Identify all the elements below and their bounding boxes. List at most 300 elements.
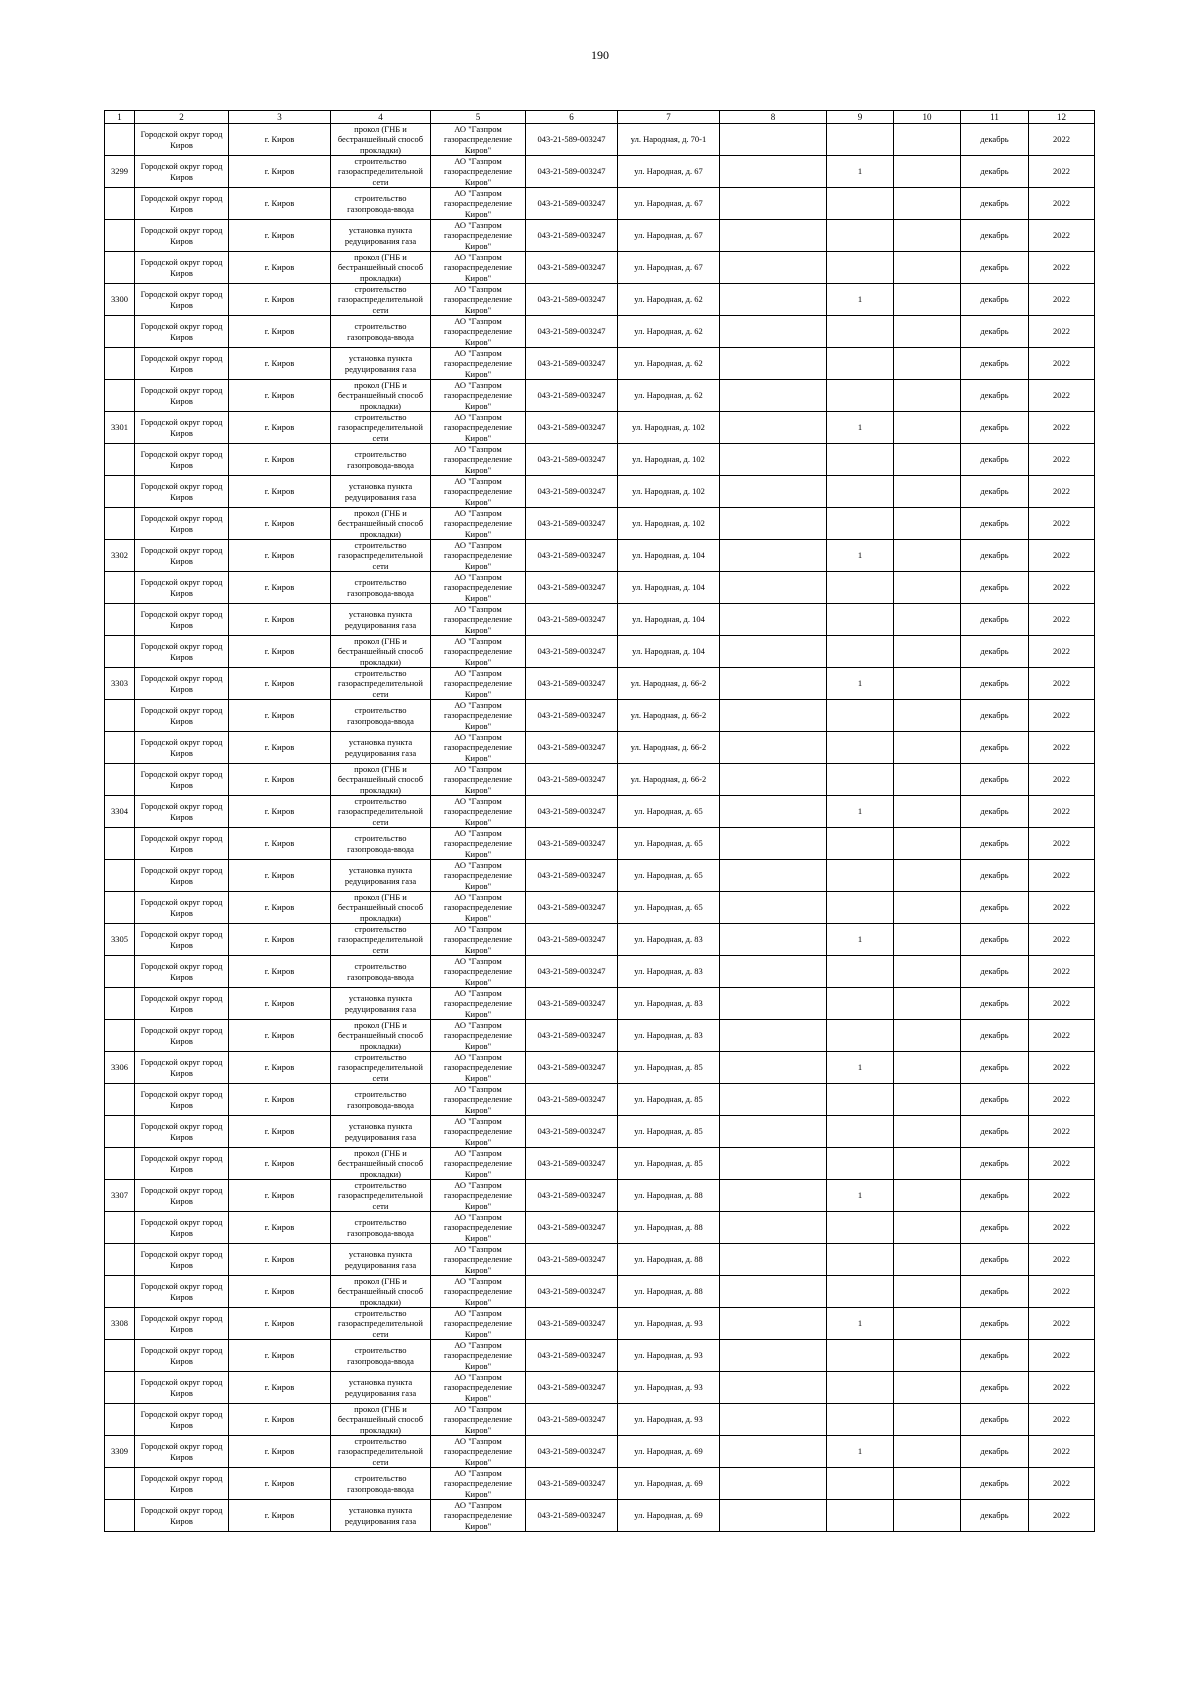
- month-cell-text: декабрь: [980, 1030, 1009, 1041]
- row-number-cell: [105, 1276, 135, 1308]
- row-number-cell: [105, 1052, 135, 1084]
- district-cell-text: Городской округ город Киров: [140, 449, 223, 470]
- quantity-cell: [827, 1308, 894, 1340]
- column-10-cell: [894, 284, 961, 316]
- locality-cell: [229, 764, 331, 796]
- registry-code-cell: [526, 572, 618, 604]
- district-cell-text: Городской округ город Киров: [140, 1185, 223, 1206]
- work-type-cell: [331, 508, 431, 540]
- work-type-cell-text: прокол (ГНБ и бестраншейный способ прокладки): [337, 1020, 424, 1051]
- quantity-cell-text: 1: [857, 806, 863, 817]
- district-cell: [135, 892, 229, 924]
- quantity-cell: [827, 316, 894, 348]
- year-cell-text: 2022: [1053, 262, 1070, 273]
- address-cell: [618, 668, 720, 700]
- column-10-cell: [894, 1212, 961, 1244]
- address-cell-text: ул. Народная, д. 65: [634, 806, 703, 817]
- address-cell: [618, 1372, 720, 1404]
- address-cell: [618, 1500, 720, 1532]
- district-cell-text: Городской округ город Киров: [140, 225, 223, 246]
- column-10-cell: [894, 828, 961, 860]
- month-cell-text: декабрь: [980, 966, 1009, 977]
- district-cell: [135, 764, 229, 796]
- work-type-cell-text: установка пункта редуцирования газа: [344, 225, 417, 246]
- district-cell: [135, 988, 229, 1020]
- column-8-cell: [720, 316, 827, 348]
- organization-cell-text: АО "Газпром газораспределение Киров": [443, 572, 513, 603]
- column-8-cell: [720, 700, 827, 732]
- column-8-cell: [720, 924, 827, 956]
- address-cell: [618, 732, 720, 764]
- column-10-cell: [894, 1404, 961, 1436]
- row-number-cell: [105, 284, 135, 316]
- district-cell: [135, 1276, 229, 1308]
- year-cell: [1029, 988, 1095, 1020]
- registry-code-cell-text: 043-21-589-003247: [537, 902, 606, 913]
- address-cell-text: ул. Народная, д. 85: [634, 1094, 703, 1105]
- district-cell-text: Городской округ город Киров: [140, 929, 223, 950]
- column-10-cell: [894, 668, 961, 700]
- month-cell-text: декабрь: [980, 518, 1009, 529]
- work-type-cell: [331, 700, 431, 732]
- organization-cell-text: АО "Газпром газораспределение Киров": [443, 892, 513, 923]
- month-cell-text: декабрь: [980, 614, 1009, 625]
- locality-cell-text: г. Киров: [264, 1190, 295, 1201]
- organization-cell: [431, 892, 526, 924]
- work-type-cell-text: строительство газораспределительной сети: [338, 796, 423, 827]
- quantity-cell: [827, 1148, 894, 1180]
- organization-cell-text: АО "Газпром газораспределение Киров": [443, 636, 513, 667]
- organization-cell-text: АО "Газпром газораспределение Киров": [443, 1244, 513, 1275]
- registry-code-cell: [526, 732, 618, 764]
- column-header: 7: [618, 111, 720, 124]
- month-cell-text: декабрь: [980, 934, 1009, 945]
- work-type-cell-text: прокол (ГНБ и бестраншейный способ прокладки): [337, 1148, 424, 1179]
- column-10-cell: [894, 348, 961, 380]
- address-cell: [618, 348, 720, 380]
- year-cell-text: 2022: [1053, 998, 1070, 1009]
- address-cell-text: ул. Народная, д. 62: [634, 326, 703, 337]
- locality-cell-text: г. Киров: [264, 614, 295, 625]
- row-number-cell-text: 3303: [111, 678, 128, 689]
- organization-cell-text: АО "Газпром газораспределение Киров": [443, 828, 513, 859]
- district-cell: [135, 156, 229, 188]
- district-cell: [135, 1148, 229, 1180]
- year-cell: [1029, 444, 1095, 476]
- organization-cell-text: АО "Газпром газораспределение Киров": [443, 956, 513, 987]
- registry-code-cell: [526, 1340, 618, 1372]
- registry-code-cell-text: 043-21-589-003247: [537, 1478, 606, 1489]
- year-cell: [1029, 252, 1095, 284]
- district-cell: [135, 1308, 229, 1340]
- column-header: 12: [1029, 111, 1095, 124]
- row-number-cell: [105, 1180, 135, 1212]
- locality-cell: [229, 828, 331, 860]
- table-row: [105, 316, 1095, 348]
- locality-cell: [229, 348, 331, 380]
- district-cell-text: Городской округ город Киров: [140, 1505, 223, 1526]
- address-cell-text: ул. Народная, д. 67: [634, 262, 703, 273]
- locality-cell: [229, 316, 331, 348]
- month-cell: [961, 1116, 1029, 1148]
- locality-cell: [229, 1308, 331, 1340]
- organization-cell-text: АО "Газпром газораспределение Киров": [443, 1276, 513, 1307]
- address-cell-text: ул. Народная, д. 88: [634, 1286, 703, 1297]
- organization-cell: [431, 188, 526, 220]
- organization-cell-text: АО "Газпром газораспределение Киров": [443, 1148, 513, 1179]
- address-cell-text: ул. Народная, д. 85: [634, 1062, 703, 1073]
- district-cell-text: Городской округ город Киров: [140, 481, 223, 502]
- month-cell: [961, 156, 1029, 188]
- month-cell-text: декабрь: [980, 262, 1009, 273]
- column-8-cell: [720, 572, 827, 604]
- address-cell: [618, 284, 720, 316]
- year-cell: [1029, 572, 1095, 604]
- locality-cell-text: г. Киров: [264, 1318, 295, 1329]
- district-cell: [135, 700, 229, 732]
- district-cell: [135, 284, 229, 316]
- work-type-cell: [331, 860, 431, 892]
- district-cell: [135, 412, 229, 444]
- year-cell-text: 2022: [1053, 230, 1070, 241]
- locality-cell-text: г. Киров: [264, 1286, 295, 1297]
- table-row: [105, 124, 1095, 156]
- year-cell-text: 2022: [1053, 1382, 1070, 1393]
- registry-code-cell-text: 043-21-589-003247: [537, 678, 606, 689]
- column-10-cell: [894, 508, 961, 540]
- registry-code-cell-text: 043-21-589-003247: [537, 1286, 606, 1297]
- locality-cell-text: г. Киров: [264, 1094, 295, 1105]
- district-cell-text: Городской округ город Киров: [140, 1313, 223, 1334]
- district-cell-text: Городской округ город Киров: [140, 737, 223, 758]
- locality-cell-text: г. Киров: [264, 902, 295, 913]
- year-cell: [1029, 828, 1095, 860]
- quantity-cell: [827, 636, 894, 668]
- year-cell-text: 2022: [1053, 582, 1070, 593]
- address-cell: [618, 1404, 720, 1436]
- organization-cell-text: АО "Газпром газораспределение Киров": [443, 508, 513, 539]
- row-number-cell: [105, 1116, 135, 1148]
- table-row: [105, 1308, 1095, 1340]
- table-row: [105, 284, 1095, 316]
- address-cell: [618, 252, 720, 284]
- month-cell: [961, 412, 1029, 444]
- row-number-cell-text: 3302: [111, 550, 128, 561]
- month-cell-text: декабрь: [980, 1062, 1009, 1073]
- address-cell-text: ул. Народная, д. 69: [634, 1446, 703, 1457]
- locality-cell-text: г. Киров: [264, 262, 295, 273]
- month-cell-text: декабрь: [980, 486, 1009, 497]
- column-header: 4: [331, 111, 431, 124]
- table-row: [105, 348, 1095, 380]
- registry-code-cell-text: 043-21-589-003247: [537, 262, 606, 273]
- row-number-cell: [105, 412, 135, 444]
- work-type-cell-text: установка пункта редуцирования газа: [344, 1505, 417, 1526]
- organization-cell: [431, 316, 526, 348]
- quantity-cell: [827, 124, 894, 156]
- registry-code-cell-text: 043-21-589-003247: [537, 1318, 606, 1329]
- column-8-cell: [720, 1372, 827, 1404]
- table-row: [105, 1052, 1095, 1084]
- year-cell-text: 2022: [1053, 454, 1070, 465]
- registry-code-cell: [526, 988, 618, 1020]
- row-number-cell: [105, 636, 135, 668]
- locality-cell: [229, 1276, 331, 1308]
- registry-code-cell-text: 043-21-589-003247: [537, 1094, 606, 1105]
- district-cell: [135, 732, 229, 764]
- year-cell: [1029, 188, 1095, 220]
- month-cell: [961, 348, 1029, 380]
- row-number-cell: [105, 316, 135, 348]
- locality-cell-text: г. Киров: [264, 1478, 295, 1489]
- address-cell: [618, 220, 720, 252]
- locality-cell-text: г. Киров: [264, 294, 295, 305]
- column-8-cell: [720, 1180, 827, 1212]
- column-8-cell: [720, 1020, 827, 1052]
- registry-code-cell-text: 043-21-589-003247: [537, 294, 606, 305]
- registry-code-cell: [526, 1020, 618, 1052]
- registry-code-cell: [526, 220, 618, 252]
- locality-cell: [229, 892, 331, 924]
- district-cell-text: Городской округ город Киров: [140, 1217, 223, 1238]
- column-8-cell: [720, 1052, 827, 1084]
- organization-cell: [431, 476, 526, 508]
- column-10-cell: [894, 1244, 961, 1276]
- organization-cell: [431, 1116, 526, 1148]
- district-cell: [135, 1244, 229, 1276]
- column-8-cell: [720, 1244, 827, 1276]
- organization-cell: [431, 540, 526, 572]
- column-8-cell: [720, 1148, 827, 1180]
- district-cell-text: Городской округ город Киров: [140, 577, 223, 598]
- row-number-cell: [105, 252, 135, 284]
- year-cell-text: 2022: [1053, 1222, 1070, 1233]
- table-row: [105, 412, 1095, 444]
- locality-cell-text: г. Киров: [264, 870, 295, 881]
- column-8-cell: [720, 412, 827, 444]
- year-cell-text: 2022: [1053, 1030, 1070, 1041]
- registry-code-cell-text: 043-21-589-003247: [537, 326, 606, 337]
- address-cell: [618, 156, 720, 188]
- address-cell: [618, 1116, 720, 1148]
- column-10-cell: [894, 732, 961, 764]
- organization-cell-text: АО "Газпром газораспределение Киров": [443, 796, 513, 827]
- month-cell-text: декабрь: [980, 1222, 1009, 1233]
- organization-cell-text: АО "Газпром газораспределение Киров": [443, 764, 513, 795]
- table-row: [105, 988, 1095, 1020]
- work-type-cell-text: прокол (ГНБ и бестраншейный способ прокладки): [337, 764, 424, 795]
- registry-code-cell: [526, 1276, 618, 1308]
- year-cell: [1029, 284, 1095, 316]
- locality-cell: [229, 924, 331, 956]
- month-cell: [961, 764, 1029, 796]
- month-cell-text: декабрь: [980, 454, 1009, 465]
- column-10-cell: [894, 444, 961, 476]
- district-cell: [135, 1468, 229, 1500]
- locality-cell: [229, 700, 331, 732]
- district-cell: [135, 860, 229, 892]
- work-type-cell-text: установка пункта редуцирования газа: [344, 1249, 417, 1270]
- registry-code-cell-text: 043-21-589-003247: [537, 934, 606, 945]
- table-row: [105, 188, 1095, 220]
- district-cell-text: Городской округ город Киров: [140, 609, 223, 630]
- registry-code-cell-text: 043-21-589-003247: [537, 518, 606, 529]
- district-cell: [135, 828, 229, 860]
- locality-cell: [229, 796, 331, 828]
- organization-cell-text: АО "Газпром газораспределение Киров": [443, 1340, 513, 1371]
- organization-cell-text: АО "Газпром газораспределение Киров": [443, 1116, 513, 1147]
- column-8-cell: [720, 956, 827, 988]
- organization-cell-text: АО "Газпром газораспределение Киров": [443, 412, 513, 443]
- column-10-cell: [894, 1052, 961, 1084]
- quantity-cell: [827, 1340, 894, 1372]
- month-cell: [961, 1212, 1029, 1244]
- row-number-cell: [105, 348, 135, 380]
- row-number-cell: [105, 220, 135, 252]
- year-cell-text: 2022: [1053, 1286, 1070, 1297]
- quantity-cell-text: 1: [857, 1318, 863, 1329]
- work-type-cell-text: строительство газопровода-ввода: [347, 1217, 414, 1238]
- table-row: [105, 476, 1095, 508]
- locality-cell: [229, 188, 331, 220]
- header-row: [105, 111, 1095, 124]
- work-type-cell: [331, 1500, 431, 1532]
- address-cell-text: ул. Народная, д. 93: [634, 1350, 703, 1361]
- locality-cell-text: г. Киров: [264, 838, 295, 849]
- month-cell: [961, 604, 1029, 636]
- registry-code-cell: [526, 1308, 618, 1340]
- organization-cell: [431, 700, 526, 732]
- table-row: [105, 1436, 1095, 1468]
- organization-cell: [431, 668, 526, 700]
- organization-cell: [431, 444, 526, 476]
- year-cell: [1029, 1372, 1095, 1404]
- table-row: [105, 796, 1095, 828]
- address-cell: [618, 1276, 720, 1308]
- month-cell-text: декабрь: [980, 1190, 1009, 1201]
- address-cell: [618, 860, 720, 892]
- work-type-cell: [331, 572, 431, 604]
- month-cell: [961, 668, 1029, 700]
- district-cell: [135, 444, 229, 476]
- work-type-cell-text: строительство газопровода-ввода: [347, 1473, 414, 1494]
- year-cell-text: 2022: [1053, 1510, 1070, 1521]
- row-number-cell: [105, 1404, 135, 1436]
- column-8-cell: [720, 156, 827, 188]
- month-cell: [961, 1372, 1029, 1404]
- district-cell: [135, 796, 229, 828]
- work-type-cell-text: установка пункта редуцирования газа: [344, 609, 417, 630]
- register-table: [104, 110, 1095, 1532]
- locality-cell: [229, 1372, 331, 1404]
- work-type-cell-text: прокол (ГНБ и бестраншейный способ прокладки): [337, 636, 424, 667]
- address-cell-text: ул. Народная, д. 67: [634, 230, 703, 241]
- district-cell: [135, 636, 229, 668]
- organization-cell-text: АО "Газпром газораспределение Киров": [443, 476, 513, 507]
- month-cell: [961, 444, 1029, 476]
- year-cell-text: 2022: [1053, 1414, 1070, 1425]
- organization-cell: [431, 380, 526, 412]
- district-cell: [135, 668, 229, 700]
- locality-cell: [229, 604, 331, 636]
- column-10-cell: [894, 572, 961, 604]
- work-type-cell: [331, 1148, 431, 1180]
- address-cell-text: ул. Народная, д. 69: [634, 1478, 703, 1489]
- locality-cell-text: г. Киров: [264, 486, 295, 497]
- organization-cell-text: АО "Газпром газораспределение Киров": [443, 1500, 513, 1531]
- month-cell: [961, 284, 1029, 316]
- organization-cell-text: АО "Газпром газораспределение Киров": [443, 1308, 513, 1339]
- work-type-cell: [331, 380, 431, 412]
- address-cell-text: ул. Народная, д. 83: [634, 1030, 703, 1041]
- district-cell-text: Городской округ город Киров: [140, 161, 223, 182]
- district-cell: [135, 476, 229, 508]
- column-10-cell: [894, 1020, 961, 1052]
- month-cell: [961, 1020, 1029, 1052]
- month-cell: [961, 1404, 1029, 1436]
- locality-cell: [229, 412, 331, 444]
- organization-cell: [431, 732, 526, 764]
- month-cell-text: декабрь: [980, 1382, 1009, 1393]
- registry-code-cell-text: 043-21-589-003247: [537, 358, 606, 369]
- registry-code-cell: [526, 252, 618, 284]
- row-number-cell: [105, 1436, 135, 1468]
- quantity-cell: [827, 700, 894, 732]
- column-8-cell: [720, 220, 827, 252]
- year-cell: [1029, 1180, 1095, 1212]
- district-cell-text: Городской округ город Киров: [140, 353, 223, 374]
- quantity-cell: [827, 732, 894, 764]
- month-cell: [961, 1276, 1029, 1308]
- year-cell: [1029, 924, 1095, 956]
- year-cell: [1029, 860, 1095, 892]
- year-cell-text: 2022: [1053, 646, 1070, 657]
- address-cell-text: ул. Народная, д. 83: [634, 934, 703, 945]
- quantity-cell: [827, 1212, 894, 1244]
- row-number-cell: [105, 1340, 135, 1372]
- table-row: [105, 444, 1095, 476]
- table-row: [105, 1468, 1095, 1500]
- address-cell-text: ул. Народная, д. 104: [632, 646, 705, 657]
- locality-cell-text: г. Киров: [264, 550, 295, 561]
- month-cell-text: декабрь: [980, 870, 1009, 881]
- quantity-cell-text: 1: [857, 166, 863, 177]
- work-type-cell-text: прокол (ГНБ и бестраншейный способ прокладки): [337, 252, 424, 283]
- district-cell-text: Городской округ город Киров: [140, 833, 223, 854]
- address-cell-text: ул. Народная, д. 88: [634, 1190, 703, 1201]
- quantity-cell: [827, 1468, 894, 1500]
- year-cell: [1029, 476, 1095, 508]
- column-10-cell: [894, 1372, 961, 1404]
- month-cell-text: декабрь: [980, 998, 1009, 1009]
- column-8-cell: [720, 1468, 827, 1500]
- district-cell-text: Городской округ город Киров: [140, 289, 223, 310]
- organization-cell-text: АО "Газпром газораспределение Киров": [443, 316, 513, 347]
- work-type-cell: [331, 316, 431, 348]
- month-cell-text: декабрь: [980, 806, 1009, 817]
- year-cell-text: 2022: [1053, 518, 1070, 529]
- organization-cell: [431, 1436, 526, 1468]
- address-cell-text: ул. Народная, д. 102: [632, 486, 705, 497]
- year-cell: [1029, 1340, 1095, 1372]
- district-cell-text: Городской округ город Киров: [140, 641, 223, 662]
- organization-cell: [431, 796, 526, 828]
- month-cell: [961, 732, 1029, 764]
- work-type-cell-text: строительство газораспределительной сети: [338, 412, 423, 443]
- organization-cell: [431, 284, 526, 316]
- organization-cell: [431, 828, 526, 860]
- column-10-cell: [894, 956, 961, 988]
